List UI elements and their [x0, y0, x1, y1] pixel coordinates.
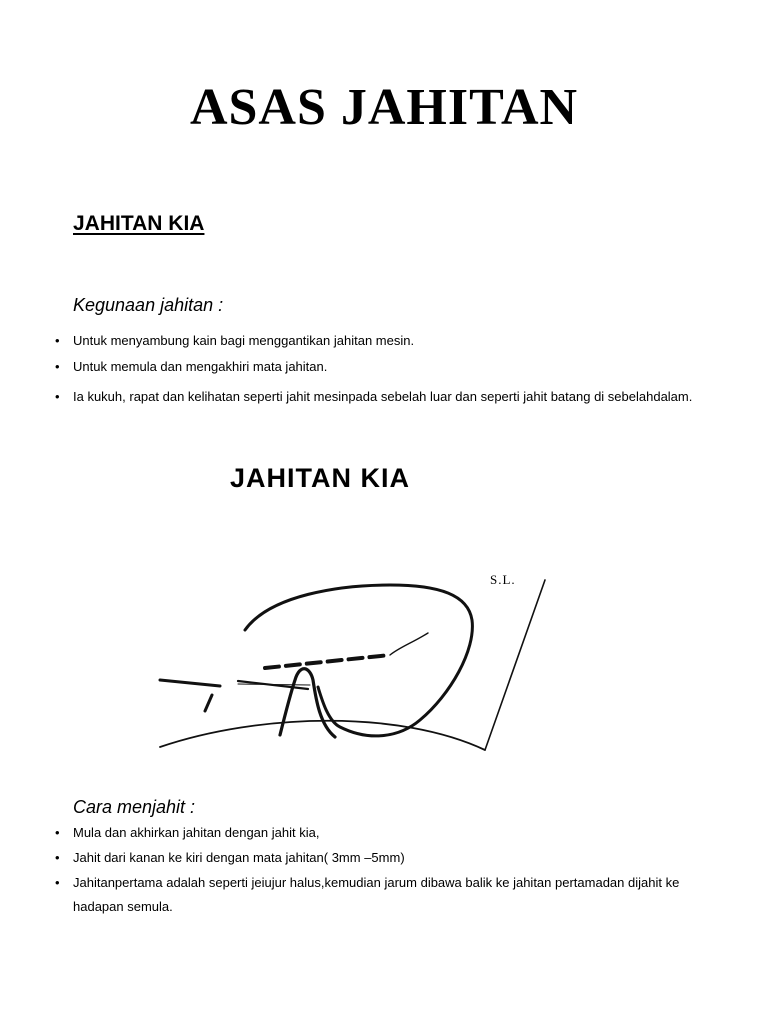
thread-tail-upper	[160, 680, 220, 686]
figure-label: S.L.	[490, 572, 516, 587]
bullet-icon: •	[55, 389, 60, 404]
method-heading: Cara menjahit :	[73, 797, 196, 817]
uses-heading: Kegunaan jahitan :	[73, 295, 224, 315]
page-title: ASAS JAHITAN	[189, 79, 579, 136]
bullet-icon: •	[55, 825, 60, 840]
list-item	[55, 821, 695, 845]
list-item-text: Ia kukuh, rapat dan kelihatan seperti jahit mesinpada sebelah luar dan seperti jahit batang di sebelahdalam.	[73, 389, 693, 404]
list-item-text: Mula dan akhirkan jahitan dengan jahit kia,	[73, 825, 320, 840]
bullet-icon: •	[55, 875, 60, 890]
list-item-text: Untuk menyambung kain bagi menggantikan jahitan mesin.	[73, 333, 415, 348]
list-item	[55, 871, 695, 919]
bullet-icon: •	[55, 333, 60, 348]
figure-title: JAHITAN KIA	[230, 463, 411, 493]
thread-loop	[245, 585, 472, 736]
bullet-icon: •	[55, 850, 60, 865]
list-item-text: Untuk memula dan mengakhiri mata jahitan.	[73, 359, 328, 374]
running-stitches	[265, 655, 390, 668]
bullet-icon: •	[55, 359, 60, 374]
list-item-text: Jahit dari kanan ke kiri dengan mata jahitan( 3mm –5mm)	[73, 850, 405, 865]
list-item	[55, 846, 695, 870]
method-list	[55, 821, 695, 920]
uses-list	[55, 329, 695, 409]
list-item	[55, 385, 695, 409]
list-item-text: Jahitanpertama adalah seperti jeiujur halus,kemudian jarum dibawa balik ke jahitan pertamadan dijahit ke hadapan semula.	[73, 875, 680, 914]
stitch-illustration	[150, 455, 570, 775]
section-heading: JAHITAN KIA	[73, 212, 205, 235]
stitch-drawing	[150, 455, 570, 775]
fabric-fold-curve	[160, 721, 485, 750]
fabric-edge-line	[485, 580, 545, 750]
list-item	[55, 355, 695, 379]
needle-thread	[280, 669, 335, 737]
thread-squiggle	[390, 633, 428, 655]
thread-tail-lower	[205, 695, 212, 711]
list-item	[55, 329, 695, 353]
